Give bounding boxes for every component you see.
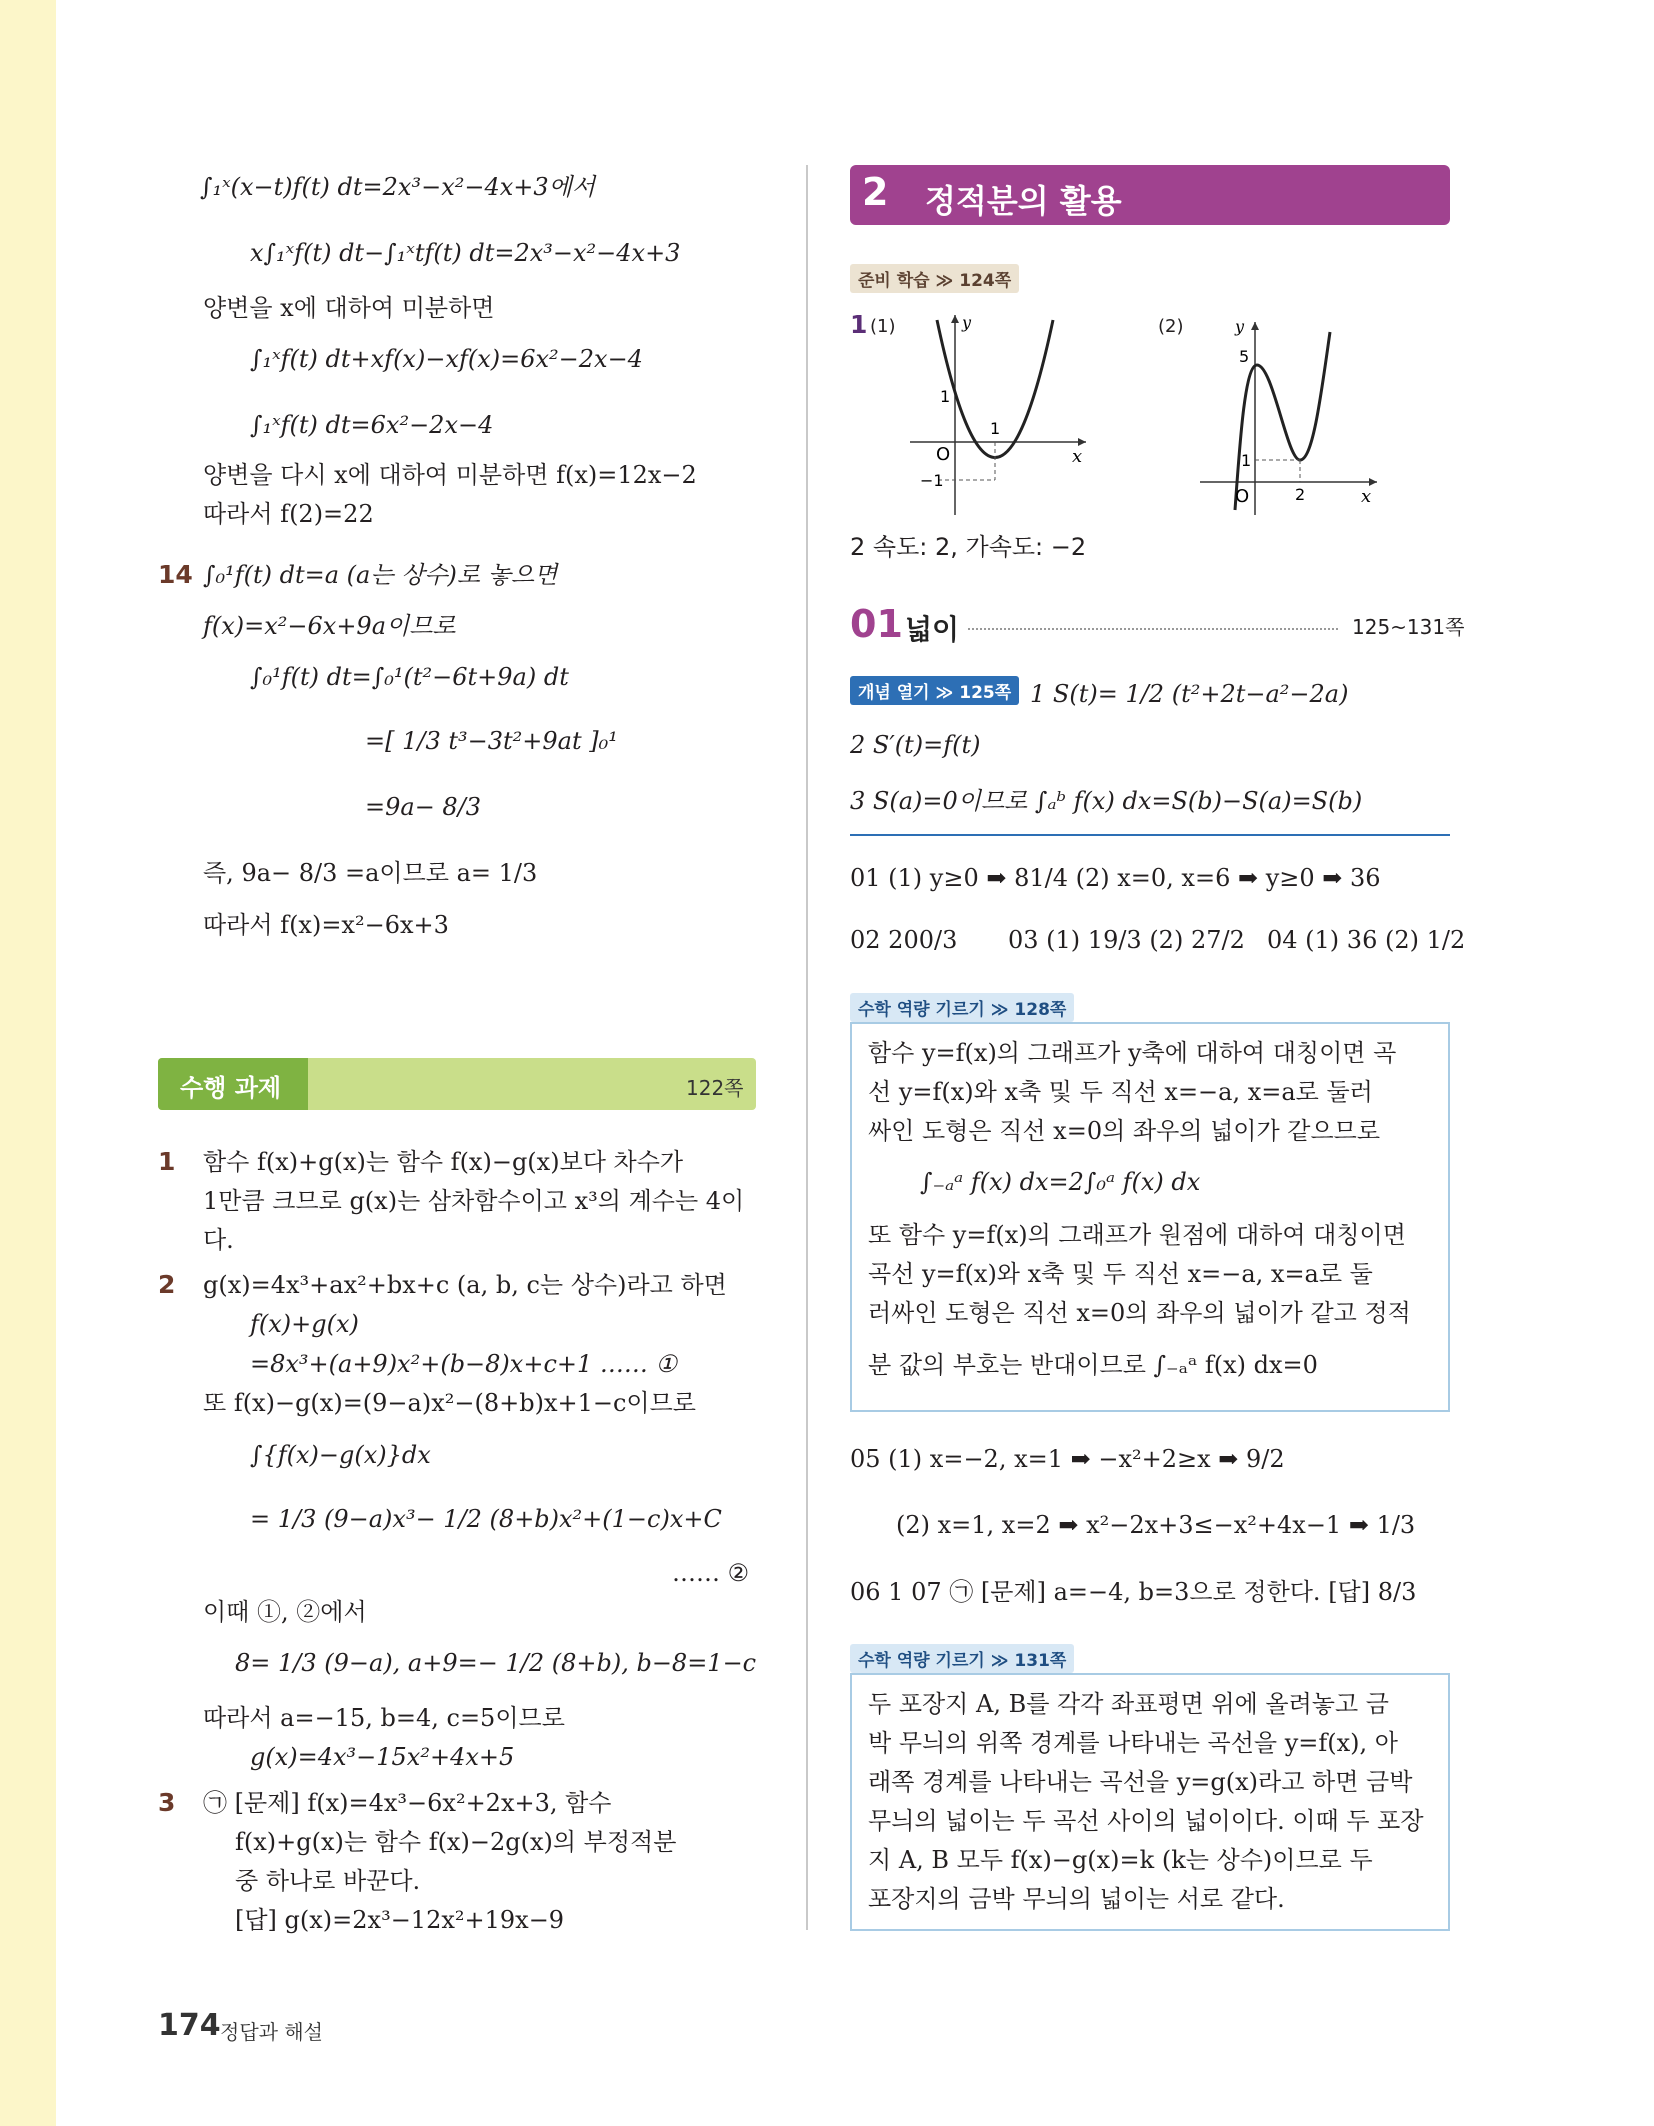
graph2-label: (2) — [1158, 316, 1184, 337]
graph2-x-label: x — [1361, 486, 1372, 507]
section-title: 정적분의 활용 — [925, 182, 1122, 220]
task-item-1-line-1: 함수 f(x)+g(x)는 함수 f(x)−g(x)보다 차수가 — [203, 1148, 684, 1176]
box1-line-2: 선 y=f(x)와 x축 및 두 직선 x=−a, x=a로 둘러 — [868, 1078, 1373, 1106]
box2-line-5: 지 A, B 모두 f(x)−g(x)=k (k는 상수)이므로 두 — [868, 1846, 1373, 1874]
q14-line-1: ∫₀¹f(t) dt=a (a는 상수)로 놓으면 — [203, 561, 558, 589]
box2-line-3: 래쪽 경계를 나타내는 곡선을 y=g(x)라고 하면 금박 — [868, 1768, 1413, 1796]
task-item-3-number: 3 — [158, 1788, 176, 1817]
task-item-2-line-10: 따라서 a=−15, b=4, c=5이므로 — [203, 1704, 565, 1732]
task-item-1-line-3: 다. — [203, 1226, 234, 1254]
answer-01: 01 (1) y≥0 ➡ 81/4 (2) x=0, x=6 ➡ y≥0 ➡ 36 — [850, 864, 1381, 892]
graph2-curve — [1235, 332, 1330, 510]
q14-line-5: =9a− 8/3 — [365, 793, 482, 821]
prep-tag: 준비 학습 ≫ 124쪽 — [850, 264, 1019, 293]
task-item-2-line-7: …… ② — [672, 1559, 750, 1587]
unit-pages: 125~131쪽 — [1352, 615, 1465, 639]
concept-rule — [850, 834, 1450, 836]
task-item-3-line-2: f(x)+g(x)는 함수 f(x)−2g(x)의 부정적분 — [235, 1828, 677, 1856]
task-item-3-line-4: [답] g(x)=2x³−12x²+19x−9 — [235, 1906, 565, 1934]
concept-line-1: 1 S(t)= 1/2 (t²+2t−a²−2a) — [1030, 680, 1349, 708]
unit-title: 넓이 — [905, 613, 960, 646]
graph2-y-label: y — [1235, 317, 1245, 336]
graph1-y-one: 1 — [940, 387, 951, 406]
box1-line-4: ∫₋ₐᵃ f(x) dx=2∫₀ᵃ f(x) dx — [920, 1168, 1201, 1196]
answer-06-07: 06 1 07 ㉠ [문제] a=−4, b=3으로 정한다. [답] 8/3 — [850, 1578, 1417, 1606]
competency-tag-128: 수학 역량 기르기 ≫ 128쪽 — [850, 993, 1074, 1022]
box1-line-6: 곡선 y=f(x)와 x축 및 두 직선 x=−a, x=a로 둘 — [868, 1260, 1373, 1288]
graph2-y-five: 5 — [1239, 347, 1250, 366]
left-line-3: 양변을 x에 대하여 미분하면 — [203, 294, 495, 322]
graph2-origin: O — [1235, 486, 1250, 507]
graph1-x-arrow — [1078, 438, 1086, 446]
graph1-y-label: y — [962, 313, 972, 332]
graph2-x-arrow — [1369, 478, 1377, 486]
answer-02: 02 200/3 — [850, 926, 958, 954]
graph-2-cubic — [1195, 310, 1380, 520]
left-line-7: 따라서 f(2)=22 — [203, 500, 374, 528]
box2-line-4: 무늬의 넓이는 두 곡선 사이의 넓이이다. 이때 두 포장 — [868, 1807, 1424, 1835]
section-number: 2 — [862, 170, 889, 214]
left-line-1: ∫₁ˣ(x−t)f(t) dt=2x³−x²−4x+3에서 — [200, 173, 596, 201]
answer-05-2: (2) x=1, x=2 ➡ x²−2x+3≤−x²+4x−1 ➡ 1/3 — [896, 1511, 1416, 1539]
graph1-y-arrow — [951, 315, 959, 323]
concept-line-3: 3 S(a)=0이므로 ∫ₐᵇ f(x) dx=S(b)−S(a)=S(b) — [850, 787, 1363, 815]
box2-line-2: 박 무늬의 위쪽 경계를 나타내는 곡선을 y=f(x), 아 — [868, 1729, 1398, 1757]
box2-line-1: 두 포장지 A, B를 각각 좌표평면 위에 올려놓고 금 — [868, 1690, 1389, 1718]
task-item-2-line-5: ∫{f(x)−g(x)}dx — [250, 1441, 431, 1469]
column-divider — [806, 165, 808, 1930]
task-title: 수행 과제 — [180, 1074, 282, 1102]
box1-line-5: 또 함수 y=f(x)의 그래프가 원점에 대하여 대칭이면 — [868, 1221, 1406, 1249]
page-number: 174 — [158, 2008, 221, 2043]
q14-line-2: f(x)=x²−6x+9a이므로 — [203, 612, 456, 640]
box1-line-7: 러싸인 도형은 직선 x=0의 좌우의 넓이가 같고 정적 — [868, 1299, 1411, 1327]
q14-line-7: 따라서 f(x)=x²−6x+3 — [203, 911, 449, 939]
concept-tag: 개념 열기 ≫ 125쪽 — [850, 676, 1019, 705]
graph1-neg-one: −1 — [920, 471, 944, 490]
prep-q1-number: 1 — [850, 310, 868, 339]
footer-label: 정답과 해설 — [220, 2020, 323, 2044]
q14-line-3: ∫₀¹f(t) dt=∫₀¹(t²−6t+9a) dt — [250, 663, 569, 691]
answer-05-1: 05 (1) x=−2, x=1 ➡ −x²+2≥x ➡ 9/2 — [850, 1445, 1285, 1473]
task-item-2-line-3: =8x³+(a+9)x²+(b−8)x+c+1 …… ① — [250, 1350, 678, 1378]
box1-line-8: 분 값의 부호는 반대이므로 ∫₋ₐᵃ f(x) dx=0 — [868, 1351, 1318, 1379]
left-line-4: ∫₁ˣf(t) dt+xf(x)−xf(x)=6x²−2x−4 — [250, 345, 643, 373]
task-item-3-line-1: ㉠ [문제] f(x)=4x³−6x²+2x+3, 함수 — [203, 1789, 612, 1817]
left-line-6: 양변을 다시 x에 대하여 미분하면 f(x)=12x−2 — [203, 461, 697, 489]
unit-dotted-leader — [968, 628, 1338, 630]
q14-line-4: =[ 1/3 t³−3t²+9at ]₀¹ — [365, 727, 618, 755]
left-line-2: x∫₁ˣf(t) dt−∫₁ˣtf(t) dt=2x³−x²−4x+3 — [250, 239, 681, 267]
graph1-label: (1) — [870, 316, 896, 337]
question-number-14: 14 — [158, 560, 193, 589]
task-item-1-line-2: 1만큼 크므로 g(x)는 삼차함수이고 x³의 계수는 4이 — [203, 1187, 745, 1215]
task-page-ref: 122쪽 — [686, 1076, 744, 1100]
graph2-x-two: 2 — [1295, 485, 1306, 504]
task-item-2-line-1: g(x)=4x³+ax²+bx+c (a, b, c는 상수)라고 하면 — [203, 1271, 727, 1299]
box1-line-3: 싸인 도형은 직선 x=0의 좌우의 넓이가 같으므로 — [868, 1117, 1380, 1145]
prep-q2: 2 속도: 2, 가속도: −2 — [850, 533, 1087, 561]
answer-04: 04 (1) 36 (2) 1/2 — [1267, 926, 1466, 954]
task-item-3-line-3: 중 하나로 바꾼다. — [235, 1867, 421, 1895]
concept-line-2: 2 S′(t)=f(t) — [850, 731, 981, 759]
task-item-2-line-11: g(x)=4x³−15x²+4x+5 — [250, 1743, 515, 1771]
box1-line-1: 함수 y=f(x)의 그래프가 y축에 대하여 대칭이면 곡 — [868, 1039, 1397, 1067]
task-item-1-number: 1 — [158, 1147, 176, 1176]
task-item-2-line-2: f(x)+g(x) — [250, 1310, 359, 1338]
unit-number: 01 — [850, 602, 903, 646]
task-item-2-line-9: 8= 1/3 (9−a), a+9=− 1/2 (8+b), b−8=1−c — [235, 1649, 757, 1677]
task-item-2-line-8: 이때 ①, ②에서 — [203, 1598, 367, 1626]
task-item-2-number: 2 — [158, 1270, 176, 1299]
task-item-2-line-6: = 1/3 (9−a)x³− 1/2 (8+b)x²+(1−c)x+C — [250, 1505, 722, 1533]
graph2-y-one: 1 — [1241, 451, 1252, 470]
competency-tag-131: 수학 역량 기르기 ≫ 131쪽 — [850, 1644, 1074, 1673]
q14-line-6: 즉, 9a− 8/3 =a이므로 a= 1/3 — [203, 859, 538, 887]
box2-line-6: 포장지의 금박 무늬의 넓이는 서로 같다. — [868, 1885, 1285, 1913]
answer-03: 03 (1) 19/3 (2) 27/2 — [1008, 926, 1245, 954]
graph-1-parabola — [890, 310, 1090, 520]
graph1-x-label: x — [1072, 446, 1083, 467]
left-line-5: ∫₁ˣf(t) dt=6x²−2x−4 — [250, 411, 494, 439]
graph1-origin: O — [936, 444, 951, 465]
graph2-y-arrow — [1251, 322, 1259, 330]
task-item-2-line-4: 또 f(x)−g(x)=(9−a)x²−(8+b)x+1−c이므로 — [203, 1389, 696, 1417]
page-margin-band — [0, 0, 56, 2126]
graph1-x-one: 1 — [990, 419, 1001, 438]
